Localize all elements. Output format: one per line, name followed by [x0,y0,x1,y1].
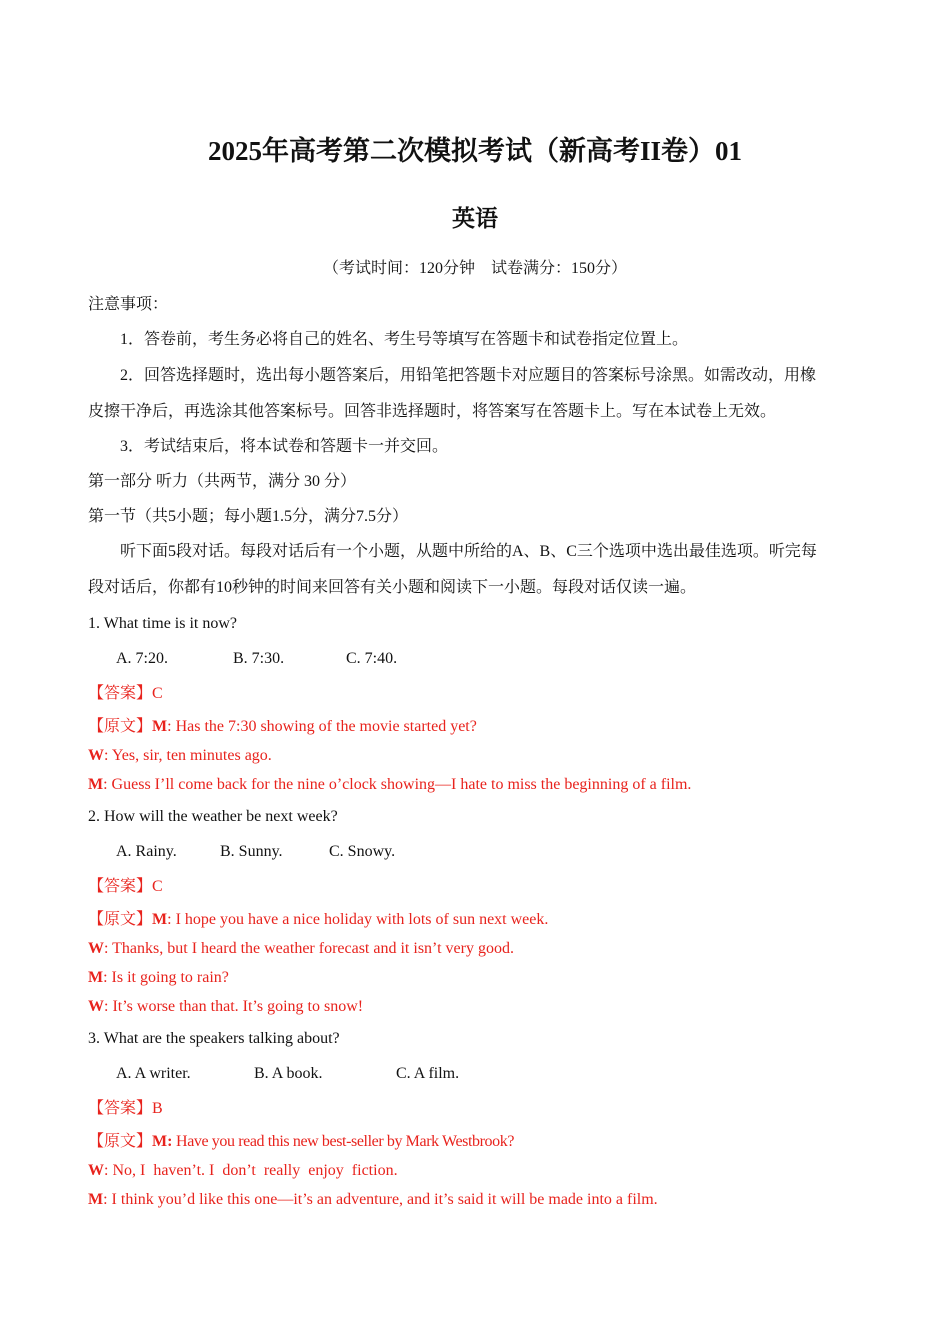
question-options [116,842,896,862]
option-c: C. A film. [396,1065,460,1082]
option-c: C. 7:40. [346,650,398,667]
question-options [116,649,896,669]
option-a: A. 7:20. [116,650,168,667]
page-title: 2025年高考第二次模拟考试（新高考II卷）01 [207,136,742,166]
script-line: 【原文】M: Has the 7:30 showing of the movie started yet? [88,718,477,735]
instructions-line: 段对话后，你都有10秒钟的时间来回答有关小题和阅读下一小题。每段对话仅读一遍。 [88,579,697,596]
script-line: W: No, I haven’t. I don’t really enjoy fiction. [88,1162,398,1179]
instructions-line: 听下面5段对话。每段对话后有一个小题，从题中所给的A、B、C三个选项中选出最佳选项。听完每 [120,543,817,560]
exam-meta: （考试时间：120分钟 试卷满分：150分） [322,260,627,277]
script-line: M: Is it going to rain? [88,969,229,986]
option-a: A. A writer. [116,1065,191,1082]
answer-line: 【答案】B [88,1100,163,1117]
question-text: 2. How will the weather be next week? [88,808,338,825]
answer-line: 【答案】C [88,685,163,702]
script-line: M: I think you’d like this one—it’s an adventure, and it’s said it will be made into a film. [88,1191,658,1208]
notice-item: 2．回答选择题时，选出每小题答案后，用铅笔把答题卡对应题目的答案标号涂黑。如需改动，用橡 [120,367,817,384]
option-b: B. A book. [254,1065,323,1082]
question-text: 1. What time is it now? [88,615,238,632]
option-a: A. Rainy. [116,843,177,860]
script-line: M: Guess I’ll come back for the nine o’clock showing—I hate to miss the beginning of a film. [88,776,692,793]
script-line: W: Yes, sir, ten minutes ago. [88,747,272,764]
script-line: W: Thanks, but I heard the weather forecast and it isn’t very good. [88,940,514,957]
subject-heading: 英语 [452,206,498,231]
notice-item-continued: 皮擦干净后，再选涂其他答案标号。回答非选择题时，将答案写在答题卡上。写在本试卷上无效。 [88,403,777,420]
option-b: B. Sunny. [220,843,283,860]
section-heading: 第一节（共5小题；每小题1.5分，满分7.5分） [88,508,409,525]
option-c: C. Snowy. [329,843,396,860]
notice-item: 3．考试结束后，将本试卷和答题卡一并交回。 [120,438,449,455]
notice-heading: 注意事项： [88,296,169,313]
question-text: 3. What are the speakers talking about? [88,1030,340,1047]
script-line: 【原文】M: I hope you have a nice holiday with lots of sun next week. [88,911,549,928]
question-options [116,1064,896,1084]
notice-item: 1．答卷前，考生务必将自己的姓名、考生号等填写在答题卡和试卷指定位置上。 [120,331,689,348]
option-b: B. 7:30. [233,650,285,667]
script-line: 【原文】M: Have you read this new best-seller by Mark Westbrook? [88,1133,515,1150]
script-line: W: It’s worse than that. It’s going to snow! [88,998,364,1015]
part-heading: 第一部分 听力（共两节，满分 30 分） [88,473,357,490]
answer-line: 【答案】C [88,878,163,895]
